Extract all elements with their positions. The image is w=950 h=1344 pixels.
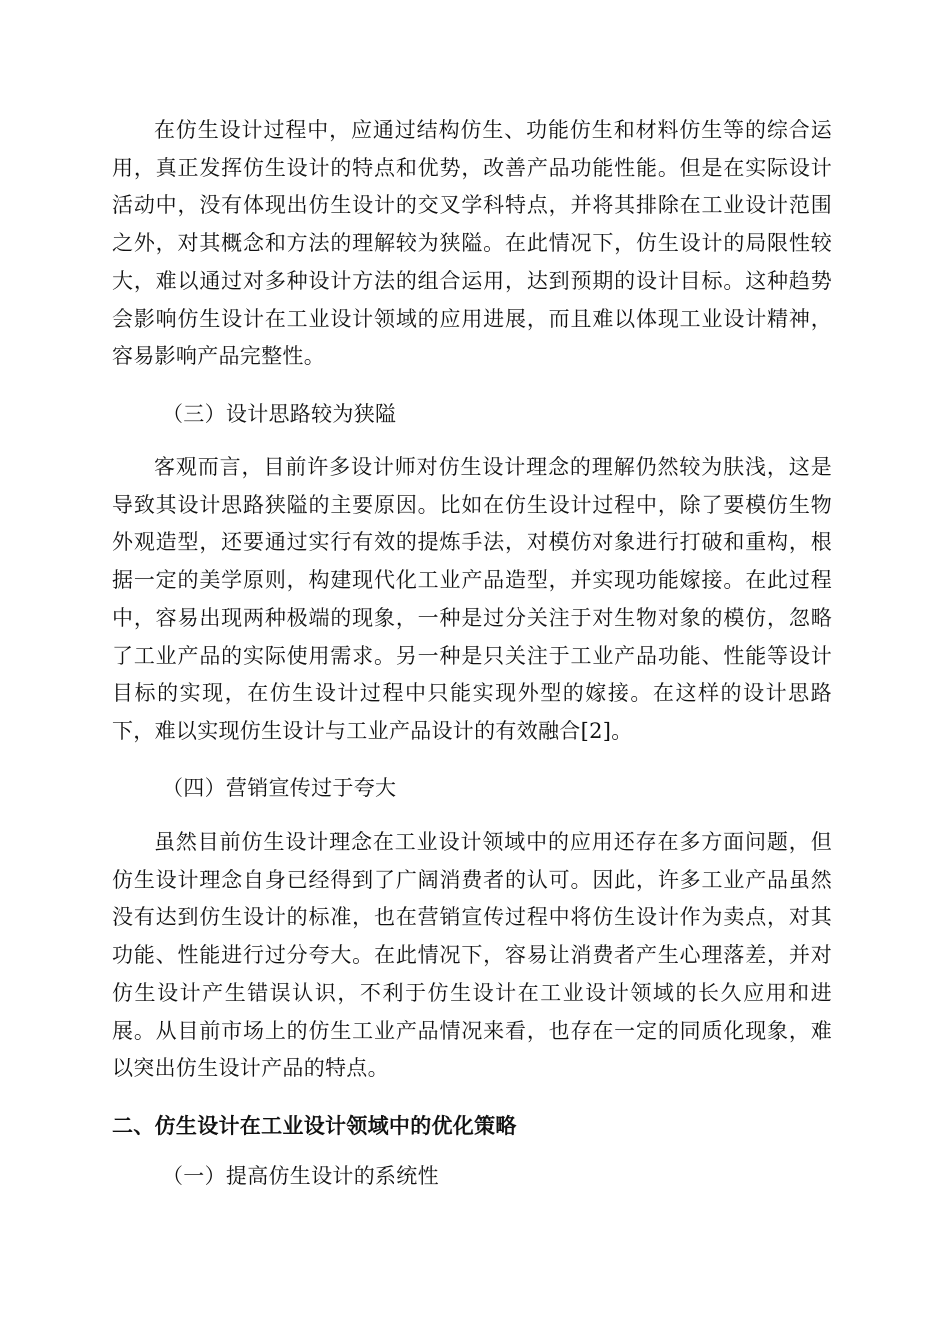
subheading-narrow-design-thinking: （三）设计思路较为狭隘 (162, 402, 397, 426)
section-heading-optimization-strategies: 二、仿生设计在工业设计领域中的优化策略 (112, 1114, 517, 1138)
paragraph-narrow-design-thinking: 客观而言，目前许多设计师对仿生设计理念的理解仍然较为肤浅，这是导致其设计思路狭隘的主要原因。比如在仿生设计过程中，除了要模仿生物外观造型，还要通过实行有效的提炼手法，对模仿对象进行打破和重构，根据一定的美学原则，构建现代化工业产品造型，并实现功能嫁接。在此过程中，容易出现两种极端的现象，一种是过分关注于对生物对象的模仿，忽略了工业产品的实际使用需求。另一种是只关注于工业产品功能、性能等设计目标的实现，在仿生设计过程中只能实现外型的嫁接。在这样的设计思路下，难以实现仿生设计与工业产品设计的有效融合[2]。 (112, 455, 832, 743)
subheading-improve-systematicness: （一）提高仿生设计的系统性 (162, 1164, 439, 1188)
paragraph-exaggerated-marketing: 虽然目前仿生设计理念在工业设计领域中的应用还存在多方面问题，但仿生设计理念自身已经得到了广阔消费者的认可。因此，许多工业产品虽然没有达到仿生设计的标准，也在营销宣传过程中将仿生设计作为卖点，对其功能、性能进行过分夸大。在此情况下，容易让消费者产生心理落差，并对仿生设计产生错误认识，不利于仿生设计在工业设计领域的长久应用和进展。从目前市场上的仿生工业产品情况来看，也存在一定的同质化现象，难以突出仿生设计产品的特点。 (112, 830, 832, 1081)
subheading-exaggerated-marketing: （四）营销宣传过于夸大 (162, 776, 397, 800)
paragraph-bionic-design-limitations: 在仿生设计过程中，应通过结构仿生、功能仿生和材料仿生等的综合运用，真正发挥仿生设计的特点和优势，改善产品功能性能。但是在实际设计活动中，没有体现出仿生设计的交叉学科特点，并将其排除在工业设计范围之外，对其概念和方法的理解较为狭隘。在此情况下，仿生设计的局限性较大，难以通过对多种设计方法的组合运用，达到预期的设计目标。这种趋势会影响仿生设计在工业设计领域的应用进展，而且难以体现工业设计精神，容易影响产品完整性。 (112, 118, 832, 369)
